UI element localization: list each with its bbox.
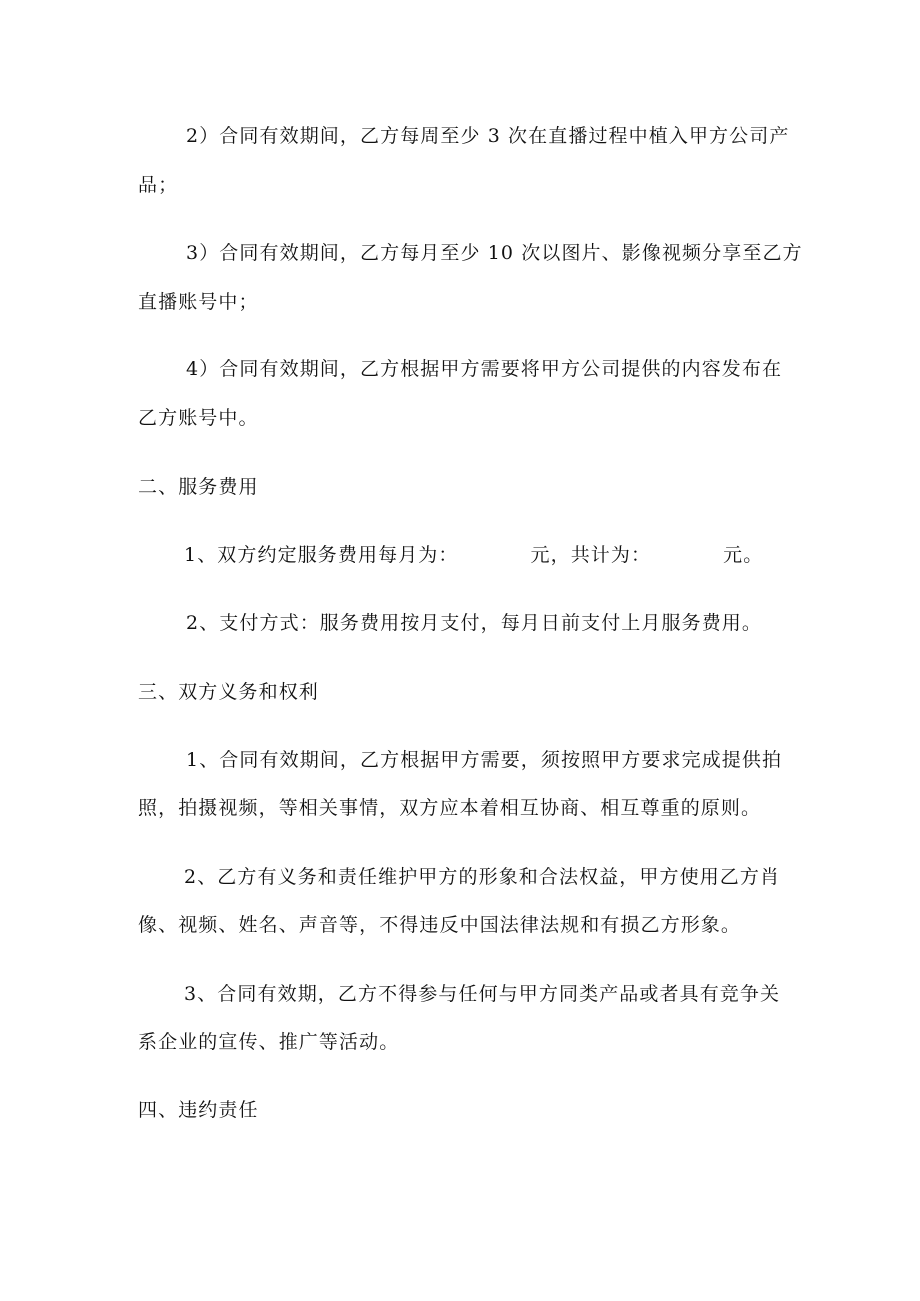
obligation-2-line-2: 像、视频、姓名、声音等，不得违反中国法律法规和有损乙方形象。: [138, 914, 742, 936]
clause-4-line-1: 4）合同有效期间，乙方根据甲方需要将甲方公司提供的内容发布在: [186, 358, 783, 380]
fee-unit: 元。: [723, 544, 764, 566]
fee-line: [184, 542, 763, 568]
section-heading-obligations: 三、双方义务和权利: [138, 681, 319, 703]
fee-total-label: 元，共计为：: [530, 544, 652, 566]
clause-2-line-2: 品；: [138, 174, 179, 196]
clause-4-line-2: 乙方账号中。: [138, 407, 259, 429]
obligation-3-line-1: 3、合同有效期，乙方不得参与任何与甲方同类产品或者具有竞争关: [184, 983, 781, 1005]
section-heading-fees: 二、服务费用: [138, 476, 259, 498]
obligation-1-line-1: 1、合同有效期间，乙方根据甲方需要，须按照甲方要求完成提供拍: [186, 749, 783, 771]
clause-3-line-1: 3）合同有效期间，乙方每月至少 10 次以图片、影像视频分享至乙方: [186, 242, 803, 264]
obligation-3-line-2: 系企业的宣传、推广等活动。: [138, 1031, 400, 1053]
payment-method: 2、支付方式：服务费用按月支付，每月日前支付上月服务费用。: [186, 612, 762, 634]
section-heading-liability: 四、违约责任: [138, 1099, 259, 1121]
clause-2-line-1: 2）合同有效期间，乙方每周至少 3 次在直播过程中植入甲方公司产: [186, 125, 790, 147]
fee-monthly-label: 1、双方约定服务费用每月为：: [184, 544, 459, 566]
clause-3-line-2: 直播账号中；: [138, 291, 259, 313]
obligation-1-line-2: 照，拍摄视频，等相关事情，双方应本着相互协商、相互尊重的原则。: [138, 797, 762, 819]
obligation-2-line-1: 2、乙方有义务和责任维护甲方的形象和合法权益，甲方使用乙方肖: [184, 866, 781, 888]
